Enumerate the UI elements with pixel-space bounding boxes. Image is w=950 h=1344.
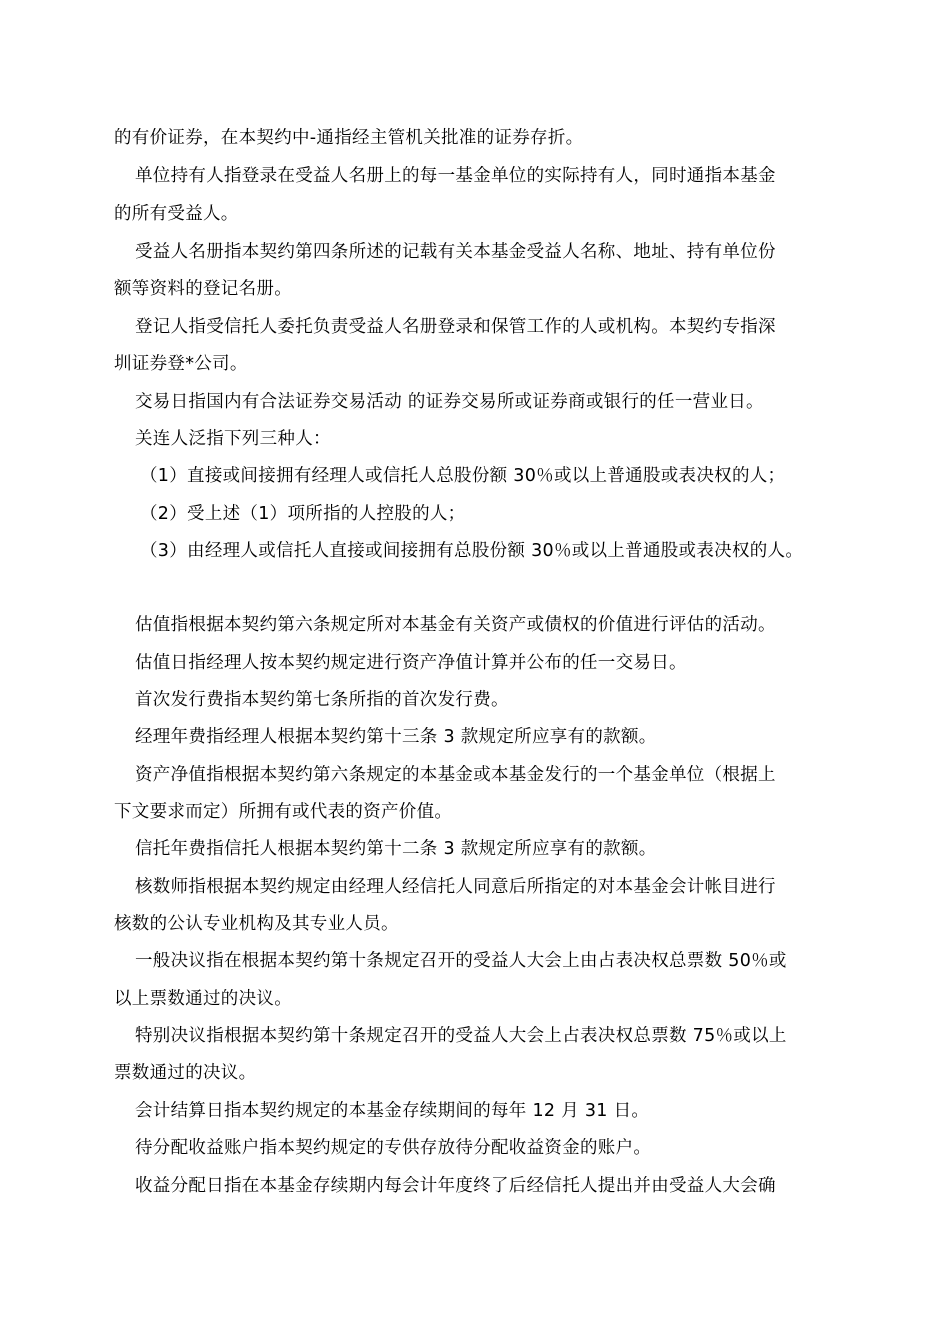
text-line: 圳证券登*公司。 <box>114 354 248 374</box>
text-line: 核数的公认专业机构及其专业人员。 <box>114 914 399 934</box>
text-line: 关连人泛指下列三种人： <box>135 429 331 449</box>
text-line: 交易日指国内有合法证券交易活动 的证券交易所或证券商或银行的任一营业日。 <box>135 392 764 412</box>
text-line: 以上票数通过的决议。 <box>114 989 292 1009</box>
text-line: 估值指根据本契约第六条规定所对本基金有关资产或债权的价值进行评估的活动。 <box>135 615 776 635</box>
text-line: 首次发行费指本契约第七条所指的首次发行费。 <box>135 690 509 710</box>
text-line: 估值日指经理人按本契约规定进行资产净值计算并公布的任一交易日。 <box>135 653 687 673</box>
text-line: 票数通过的决议。 <box>114 1063 257 1083</box>
text-line: 下文要求而定）所拥有或代表的资产价值。 <box>114 802 453 822</box>
text-line: 资产净值指根据本契约第六条规定的本基金或本基金发行的一个基金单位（根据上 <box>135 765 776 785</box>
text-line: 登记人指受信托人委托负责受益人名册登录和保管工作的人或机构。本契约专指深 <box>135 317 776 337</box>
text-line: 核数师指根据本契约规定由经理人经信托人同意后所指定的对本基金会计帐目进行 <box>135 877 776 897</box>
text-line: 收益分配日指在本基金存续期内每会计年度终了后经信托人提出并由受益人大会确 <box>135 1176 776 1196</box>
text-line: 单位持有人指登录在受益人名册上的每一基金单位的实际持有人，同时通指本基金 <box>135 166 776 186</box>
text-line: 待分配收益账户指本契约规定的专供存放待分配收益资金的账户。 <box>135 1138 652 1158</box>
text-line: 会计结算日指本契约规定的本基金存续期间的每年 12 月 31 日。 <box>135 1101 650 1121</box>
text-line: （3）由经理人或信托人直接或间接拥有总股份额 30％或以上普通股或表决权的人。 <box>140 541 804 561</box>
text-line: 的所有受益人。 <box>114 204 239 224</box>
text-line: 受益人名册指本契约第四条所述的记载有关本基金受益人名称、地址、持有单位份 <box>135 242 776 262</box>
text-line: 特别决议指根据本契约第十条规定召开的受益人大会上占表决权总票数 75％或以上 <box>135 1026 787 1046</box>
text-line: 的有价证券，在本契约中-通指经主管机关批准的证券存折。 <box>114 128 584 148</box>
text-line: 信托年费指信托人根据本契约第十二条 3 款规定所应享有的款额。 <box>135 839 657 859</box>
text-line: 经理年费指经理人根据本契约第十三条 3 款规定所应享有的款额。 <box>135 727 657 747</box>
text-line: （1）直接或间接拥有经理人或信托人总股份额 30％或以上普通股或表决权的人； <box>140 466 786 486</box>
text-line: 额等资料的登记名册。 <box>114 279 292 299</box>
text-line: 一般决议指在根据本契约第十条规定召开的受益人大会上由占表决权总票数 50％或 <box>135 951 787 971</box>
text-line: （2）受上述（1）项所指的人控股的人； <box>140 504 466 524</box>
